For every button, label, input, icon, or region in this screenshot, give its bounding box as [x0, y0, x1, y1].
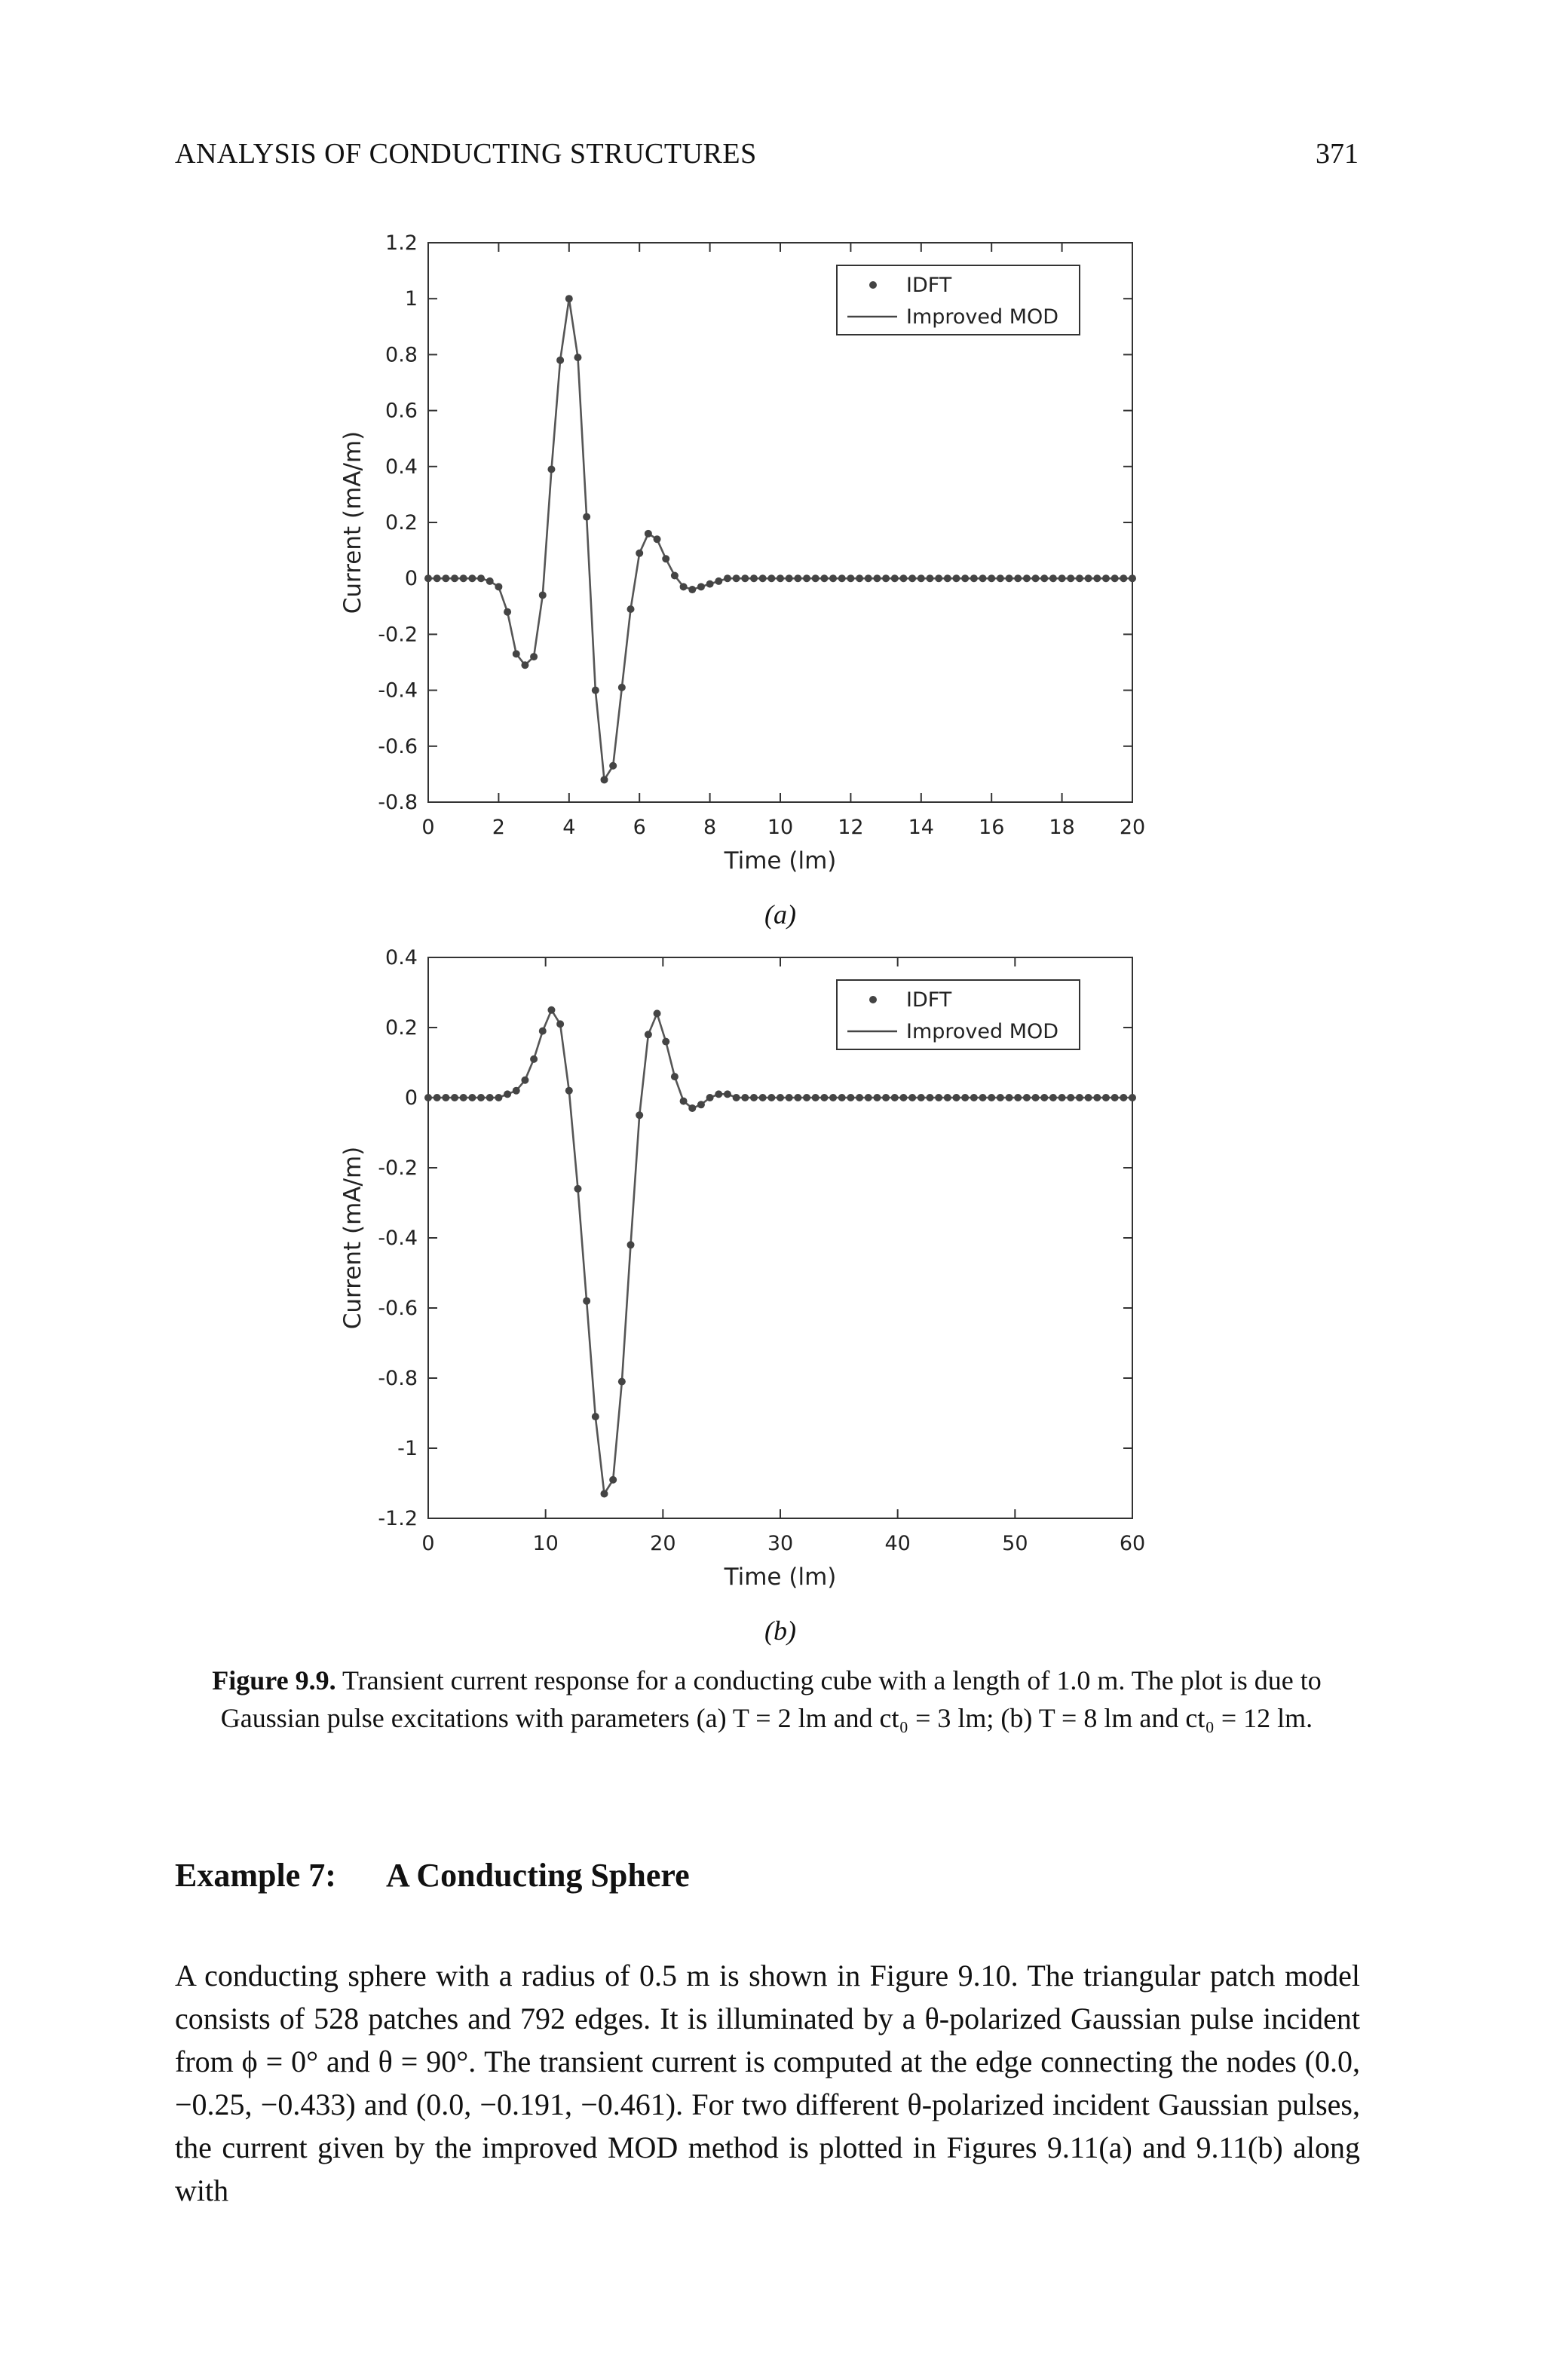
data-point-idft — [873, 1094, 881, 1101]
data-point-idft — [944, 574, 951, 582]
data-point-idft — [565, 295, 573, 302]
data-point-idft — [856, 574, 863, 582]
data-point-idft — [1040, 1094, 1048, 1101]
data-point-idft — [953, 1094, 960, 1101]
data-point-idft — [477, 1094, 485, 1101]
data-point-idft — [777, 1094, 784, 1101]
x-tick-label: 10 — [532, 1532, 559, 1555]
data-point-idft — [671, 571, 679, 579]
x-tick-label: 2 — [492, 816, 505, 839]
data-point-idft — [953, 574, 960, 582]
data-point-idft — [759, 1094, 767, 1101]
data-point-idft — [1049, 574, 1057, 582]
data-point-idft — [803, 1094, 810, 1101]
panel-label-a: (a) — [764, 899, 796, 930]
data-point-idft — [1067, 574, 1074, 582]
data-point-idft — [1120, 1094, 1127, 1101]
data-point-idft — [477, 574, 485, 582]
data-point-idft — [786, 574, 793, 582]
y-axis-label: Current (mA/m) — [339, 430, 366, 614]
data-point-idft — [424, 1094, 432, 1101]
x-tick-label: 50 — [1002, 1532, 1028, 1555]
data-point-idft — [918, 1094, 925, 1101]
data-point-idft — [1120, 574, 1127, 582]
data-point-idft — [627, 605, 635, 613]
data-point-idft — [671, 1073, 679, 1080]
data-point-idft — [583, 513, 590, 521]
data-point-idft — [1076, 1094, 1083, 1101]
data-point-idft — [433, 574, 441, 582]
legend-marker-idft — [869, 996, 877, 1003]
data-point-idft — [741, 574, 749, 582]
data-point-idft — [688, 586, 696, 593]
data-point-idft — [918, 574, 925, 582]
data-point-idft — [547, 1006, 555, 1014]
data-point-idft — [1058, 1094, 1066, 1101]
data-point-idft — [812, 1094, 819, 1101]
x-tick-label: 16 — [979, 816, 1005, 839]
data-point-idft — [970, 574, 978, 582]
x-tick-label: 12 — [838, 816, 864, 839]
data-point-idft — [1014, 1094, 1022, 1101]
y-tick-label: -0.4 — [378, 1227, 418, 1250]
y-tick-label: 0 — [404, 1086, 418, 1110]
data-point-idft — [829, 574, 837, 582]
data-point-idft — [724, 574, 731, 582]
data-point-idft — [636, 550, 643, 557]
data-point-idft — [803, 574, 810, 582]
data-point-idft — [1067, 1094, 1074, 1101]
y-tick-label: -0.4 — [378, 678, 418, 703]
data-point-idft — [662, 555, 669, 562]
data-point-idft — [706, 1094, 714, 1101]
panel-label-b: (b) — [764, 1616, 796, 1646]
data-point-idft — [680, 1098, 688, 1105]
data-point-idft — [513, 650, 520, 657]
data-point-idft — [1129, 574, 1136, 582]
section-heading — [175, 1856, 690, 1895]
data-point-idft — [442, 574, 449, 582]
data-point-idft — [829, 1094, 837, 1101]
x-tick-label: 20 — [650, 1532, 676, 1555]
data-point-idft — [908, 1094, 916, 1101]
x-tick-label: 10 — [767, 816, 794, 839]
data-point-idft — [856, 1094, 863, 1101]
data-point-idft — [786, 1094, 793, 1101]
data-point-idft — [733, 1094, 740, 1101]
y-tick-label: -0.6 — [378, 734, 418, 758]
data-point-idft — [724, 1090, 731, 1098]
data-point-idft — [592, 687, 599, 694]
data-point-idft — [1093, 1094, 1101, 1101]
data-point-idft — [1040, 574, 1048, 582]
data-point-idft — [873, 574, 881, 582]
y-tick-label: -1.2 — [378, 1507, 418, 1530]
x-tick-label: 4 — [562, 816, 576, 839]
data-point-idft — [442, 1094, 449, 1101]
data-point-idft — [1102, 1094, 1110, 1101]
data-point-idft — [609, 762, 617, 770]
data-point-idft — [645, 530, 652, 538]
figure-caption — [175, 1662, 1359, 1737]
x-tick-label: 18 — [1049, 816, 1075, 839]
data-point-idft — [1058, 574, 1066, 582]
data-point-idft — [495, 583, 502, 590]
legend-label-improved-mod: Improved MOD — [906, 1020, 1059, 1043]
data-point-idft — [618, 684, 626, 691]
data-point-idft — [460, 1094, 467, 1101]
x-tick-label: 0 — [421, 1532, 435, 1555]
data-point-idft — [944, 1094, 951, 1101]
data-point-idft — [865, 574, 872, 582]
y-tick-label: 0 — [404, 567, 418, 591]
data-point-idft — [1006, 574, 1013, 582]
data-point-idft — [988, 574, 995, 582]
data-point-idft — [935, 574, 942, 582]
data-point-idft — [838, 574, 846, 582]
data-point-idft — [961, 574, 969, 582]
data-point-idft — [486, 577, 494, 585]
data-point-idft — [539, 591, 547, 599]
data-point-idft — [935, 1094, 942, 1101]
x-tick-label: 8 — [703, 816, 717, 839]
data-point-idft — [451, 1094, 458, 1101]
data-point-idft — [574, 1185, 581, 1193]
data-point-idft — [495, 1094, 502, 1101]
data-point-idft — [697, 583, 705, 590]
data-point-idft — [574, 354, 581, 361]
data-point-idft — [750, 1094, 758, 1101]
data-point-idft — [899, 1094, 907, 1101]
data-point-idft — [1085, 574, 1092, 582]
y-tick-label: -0.2 — [378, 1156, 418, 1180]
data-point-idft — [592, 1413, 599, 1420]
x-tick-label: 6 — [633, 816, 646, 839]
x-tick-label: 0 — [421, 816, 435, 839]
data-point-idft — [847, 574, 854, 582]
y-tick-label: -1 — [397, 1437, 418, 1460]
example-label: Example 7: — [175, 1857, 336, 1894]
data-point-idft — [1006, 1094, 1013, 1101]
data-point-idft — [891, 1094, 899, 1101]
data-point-idft — [882, 574, 890, 582]
data-point-idft — [838, 1094, 846, 1101]
data-point-idft — [997, 1094, 1004, 1101]
data-point-idft — [988, 1094, 995, 1101]
data-point-idft — [1102, 574, 1110, 582]
data-point-idft — [1129, 1094, 1136, 1101]
legend-label-improved-mod: Improved MOD — [906, 305, 1059, 329]
data-point-idft — [468, 1094, 476, 1101]
data-point-idft — [645, 1031, 652, 1038]
data-point-idft — [513, 1087, 520, 1095]
y-tick-label: 0.4 — [385, 455, 418, 479]
y-tick-label: 1 — [404, 287, 418, 311]
body-paragraph: A conducting sphere with a radius of 0.5 m is shown in Figure 9.10. The triangular patch model consists of 528 patches and 792 edges. It is illuminated by a θ-polarized Gaussian pulse incident from ϕ = 0° and θ = 90°. The transient current is computed at the edge connecting the nodes (0.0, −0.25, −0.433) and (0.0, −0.191, −0.461). For two different θ-polarized incident Gaussian pulses, the current given by the improved MOD method is plotted in Figures 9.11(a) and 9.11(b) along with — [175, 1959, 1360, 2207]
legend-label-idft: IDFT — [906, 274, 952, 297]
data-point-idft — [556, 357, 564, 364]
y-tick-label: 0.2 — [385, 511, 418, 535]
data-point-idft — [1032, 574, 1040, 582]
data-point-idft — [583, 1297, 590, 1305]
data-point-idft — [1085, 1094, 1092, 1101]
data-point-idft — [609, 1476, 617, 1484]
data-point-idft — [767, 574, 775, 582]
x-tick-label: 30 — [767, 1532, 794, 1555]
x-axis-label: Time (lm) — [724, 1564, 837, 1591]
data-point-idft — [1014, 574, 1022, 582]
running-title: ANALYSIS OF CONDUCTING STRUCTURES — [175, 138, 757, 170]
data-point-idft — [812, 574, 819, 582]
data-point-idft — [961, 1094, 969, 1101]
y-tick-label: 0.2 — [385, 1016, 418, 1040]
page-number: 371 — [1316, 138, 1359, 170]
caption-label: Figure 9.9. — [212, 1665, 336, 1695]
y-tick-label: -0.2 — [378, 623, 418, 647]
data-point-idft — [1049, 1094, 1057, 1101]
data-point-idft — [697, 1101, 705, 1108]
data-point-idft — [539, 1028, 547, 1035]
caption-text: Transient current response for a conducting cube with a length of 1.0 m. The plot is due to Gaussian pulse excitations with parameters (a) T = 2 lm and ct₀ = 3 lm; (b) T = 8 lm and ct₀ = 12 lm. — [220, 1665, 1322, 1733]
data-point-idft — [997, 574, 1004, 582]
data-point-idft — [891, 574, 899, 582]
section-title: A Conducting Sphere — [386, 1857, 690, 1894]
series-line-improved-mod — [428, 1010, 1132, 1494]
data-point-idft — [715, 577, 722, 585]
data-point-idft — [680, 583, 688, 590]
data-point-idft — [565, 1087, 573, 1095]
data-point-idft — [556, 1020, 564, 1028]
data-point-idft — [794, 574, 801, 582]
data-point-idft — [759, 574, 767, 582]
data-point-idft — [601, 1490, 608, 1497]
data-point-idft — [1093, 574, 1101, 582]
y-tick-label: -0.6 — [378, 1297, 418, 1320]
data-point-idft — [706, 580, 714, 588]
x-tick-label: 40 — [884, 1532, 911, 1555]
y-tick-label: 0.4 — [385, 946, 418, 969]
data-point-idft — [424, 574, 432, 582]
data-point-idft — [521, 1077, 528, 1084]
data-point-idft — [926, 574, 933, 582]
x-axis-label: Time (lm) — [724, 847, 837, 875]
y-axis-label: Current (mA/m) — [339, 1146, 366, 1330]
data-point-idft — [777, 574, 784, 582]
data-point-idft — [908, 574, 916, 582]
data-point-idft — [601, 776, 608, 783]
x-tick-label: 60 — [1119, 1532, 1146, 1555]
data-point-idft — [618, 1378, 626, 1386]
data-point-idft — [715, 1090, 722, 1098]
x-tick-label: 20 — [1119, 816, 1146, 839]
data-point-idft — [1023, 1094, 1031, 1101]
legend-label-idft: IDFT — [906, 988, 952, 1012]
data-point-idft — [1032, 1094, 1040, 1101]
data-point-idft — [979, 574, 987, 582]
data-point-idft — [865, 1094, 872, 1101]
y-tick-label: 0.6 — [385, 399, 418, 423]
data-point-idft — [521, 661, 528, 669]
data-point-idft — [794, 1094, 801, 1101]
data-point-idft — [899, 574, 907, 582]
data-point-idft — [547, 466, 555, 473]
series-line-improved-mod — [428, 299, 1132, 780]
data-point-idft — [504, 608, 511, 616]
data-point-idft — [654, 535, 661, 543]
data-point-idft — [1111, 574, 1119, 582]
data-point-idft — [486, 1094, 494, 1101]
data-point-idft — [504, 1090, 511, 1098]
y-tick-label: 0.8 — [385, 343, 418, 367]
data-point-idft — [847, 1094, 854, 1101]
data-point-idft — [733, 574, 740, 582]
data-point-idft — [627, 1241, 635, 1248]
data-point-idft — [767, 1094, 775, 1101]
y-tick-label: -0.8 — [378, 1367, 418, 1390]
data-point-idft — [530, 653, 538, 660]
data-point-idft — [636, 1111, 643, 1119]
data-point-idft — [468, 574, 476, 582]
x-tick-label: 14 — [908, 816, 934, 839]
data-point-idft — [530, 1055, 538, 1063]
data-point-idft — [688, 1104, 696, 1112]
data-point-idft — [970, 1094, 978, 1101]
data-point-idft — [662, 1038, 669, 1046]
data-point-idft — [820, 1094, 828, 1101]
data-point-idft — [926, 1094, 933, 1101]
data-point-idft — [433, 1094, 441, 1101]
data-point-idft — [654, 1009, 661, 1017]
data-point-idft — [979, 1094, 987, 1101]
y-tick-label: 1.2 — [385, 231, 418, 255]
data-point-idft — [460, 574, 467, 582]
data-point-idft — [1111, 1094, 1119, 1101]
data-point-idft — [1023, 574, 1031, 582]
data-point-idft — [741, 1094, 749, 1101]
data-point-idft — [820, 574, 828, 582]
data-point-idft — [1076, 574, 1083, 582]
data-point-idft — [882, 1094, 890, 1101]
data-point-idft — [750, 574, 758, 582]
legend-marker-idft — [869, 281, 877, 289]
data-point-idft — [451, 574, 458, 582]
y-tick-label: -0.8 — [378, 791, 418, 814]
